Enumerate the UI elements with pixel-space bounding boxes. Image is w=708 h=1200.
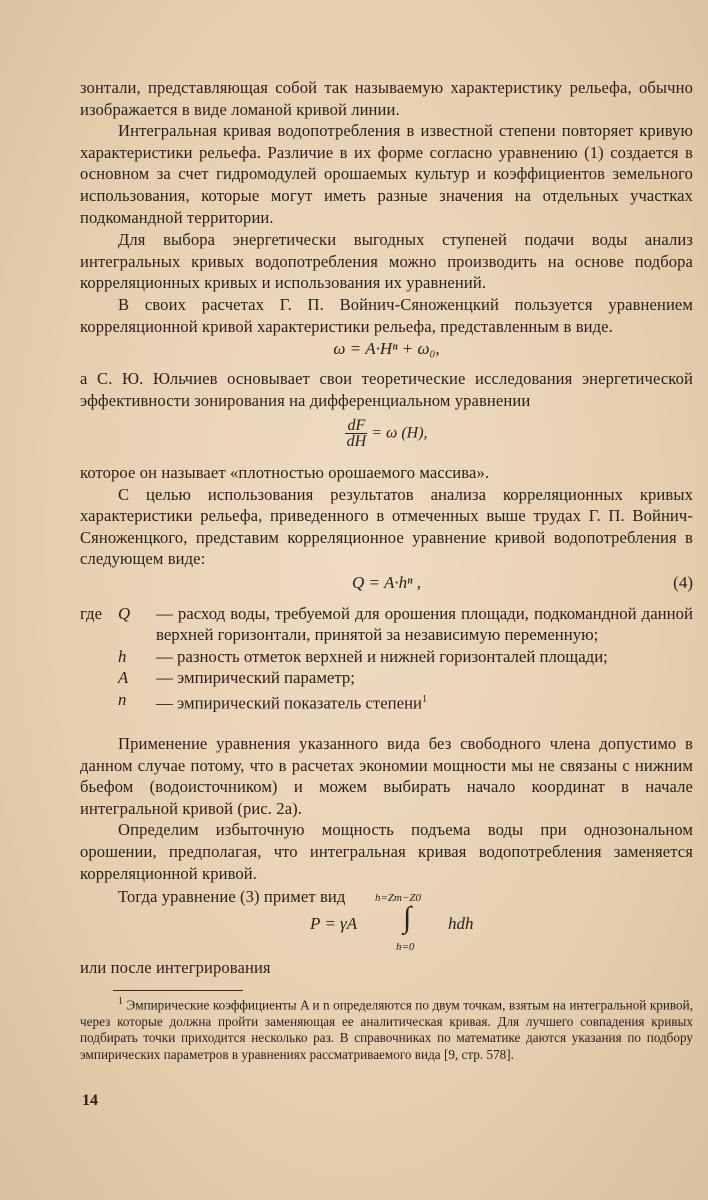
paragraph-8: Применение уравнения указанного вида без свободного члена допустимо в данном случае потому, что в расчетах экономии мощности мы не связаны с нижним бьефом (водоисточником) и можем выбирать начало координат в начале интегральной кривой (рис. 2а). — [80, 734, 693, 818]
page-number: 14 — [82, 1092, 98, 1109]
formula-4 — [300, 888, 540, 958]
text-block-5 — [80, 957, 693, 979]
footnote-divider — [113, 990, 243, 991]
paragraph-5: а С. Ю. Юльчиев основывает свои теоретические исследования энергетической эффективности зонирования на дифференциальном уравнении — [80, 369, 693, 410]
equation-number: (4) — [673, 573, 693, 592]
fraction-denominator: dH — [346, 433, 367, 450]
definition-row — [80, 689, 693, 714]
paragraph-3: Для выбора энергетически выгодных ступеней подачи воды анализ интегральных кривых водопотребления можно производить на основе подбора корреляционных кривых и использования их уравнений. — [80, 230, 693, 293]
definition-text: — эмпирический показатель степени — [156, 693, 423, 713]
formula-3 — [80, 571, 693, 595]
paragraph-6: которое он называет «плотностью орошаемого массива». — [80, 463, 490, 482]
definition-row — [80, 603, 693, 646]
paragraph-9: Определим избыточную мощность подъема воды при однозональном орошении, предполагая, что интегральная кривая водопотребления заменяется корреляционной кривой. — [80, 820, 693, 883]
definition-text: — эмпирический параметр; — [156, 668, 355, 688]
formula-omega: ω = A·Hⁿ + ω₀, — [333, 339, 440, 358]
integral-sign: ∫ — [403, 901, 412, 934]
formula-p-lhs: P = γA — [310, 914, 358, 933]
definition-symbol: h — [118, 646, 127, 666]
definition-row — [80, 646, 693, 667]
paragraph-10: Тогда уравнение (3) примет вид — [118, 887, 346, 907]
integral-upper-limit: h=Zm−Z0 — [375, 892, 422, 904]
text-block-3 — [80, 462, 693, 570]
definitions-list — [80, 603, 693, 714]
paragraph-11: или после интегрирования — [80, 958, 271, 977]
definition-symbol: A — [118, 668, 129, 688]
formula-1 — [80, 337, 693, 361]
text-block-4 — [80, 733, 693, 908]
definition-symbol: n — [118, 689, 127, 709]
formula-2 — [80, 418, 693, 449]
fraction-numerator: dF — [347, 417, 366, 434]
definition-row — [80, 667, 693, 688]
integral-lower-limit: h=0 — [396, 941, 415, 953]
paragraph-4: В своих расчетах Г. П. Войнич-Сяноженцкий пользуется уравнением корреляционной кривой характеристики рельефа, представленным в виде. — [80, 294, 693, 336]
definition-text: — расход воды, требуемой для орошения площади, подкомандной данной верхней горизонтали, принятой за независимую переменную; — [156, 604, 693, 645]
integrand: hdh — [448, 914, 474, 933]
footnote-text: Эмпирические коэффициенты A и n определяются по двум точкам, взятым на интегральной кривой, через которые должна пройти заменяющая ее аналитическая кривая. Для лучшего совпадения кривых подбирать точки приходится несколько раз. В справочниках по математике даются указания по подбору эмпирических параметров в уравнениях рассматриваемого вида [9, стр. 578]. — [80, 997, 693, 1062]
text-block-top — [80, 77, 693, 337]
text-block-2 — [80, 368, 693, 411]
definition-text: — разность отметок верхней и нижней горизонталей площади; — [156, 646, 608, 666]
footnote-number: 1 — [118, 996, 123, 1007]
footnote-block — [80, 994, 693, 1063]
footnote-marker: 1 — [422, 693, 428, 705]
fraction-rhs: = ω (H), — [371, 424, 428, 442]
definitions-lead: где — [80, 604, 103, 623]
paragraph-1: зонтали, представляющая собой так называемую характеристику рельефа, обычно изображается в виде ломаной кривой линии. — [80, 78, 693, 119]
definition-symbol: Q — [118, 604, 131, 623]
paragraph-7: С целью использования результатов анализа корреляционных кривых характеристики рельефа, приведенного в отмеченных выше трудах Г. П. Войнич-Сяноженцкого, представим корреляционное уравнение кривой водопотребления в следующем виде: — [80, 484, 693, 569]
paragraph-2: Интегральная кривая водопотребления в известной степени повторяет кривую характеристики рельефа. Различие в их форме согласно уравнению (1) создается в основном за счет гидромодулей орошаемых культур и коэффициентов земельного использования, которые могут иметь разные значения на отдельных участках подкомандной территории. — [80, 121, 693, 227]
formula-q: Q = A·hⁿ , — [352, 573, 421, 592]
